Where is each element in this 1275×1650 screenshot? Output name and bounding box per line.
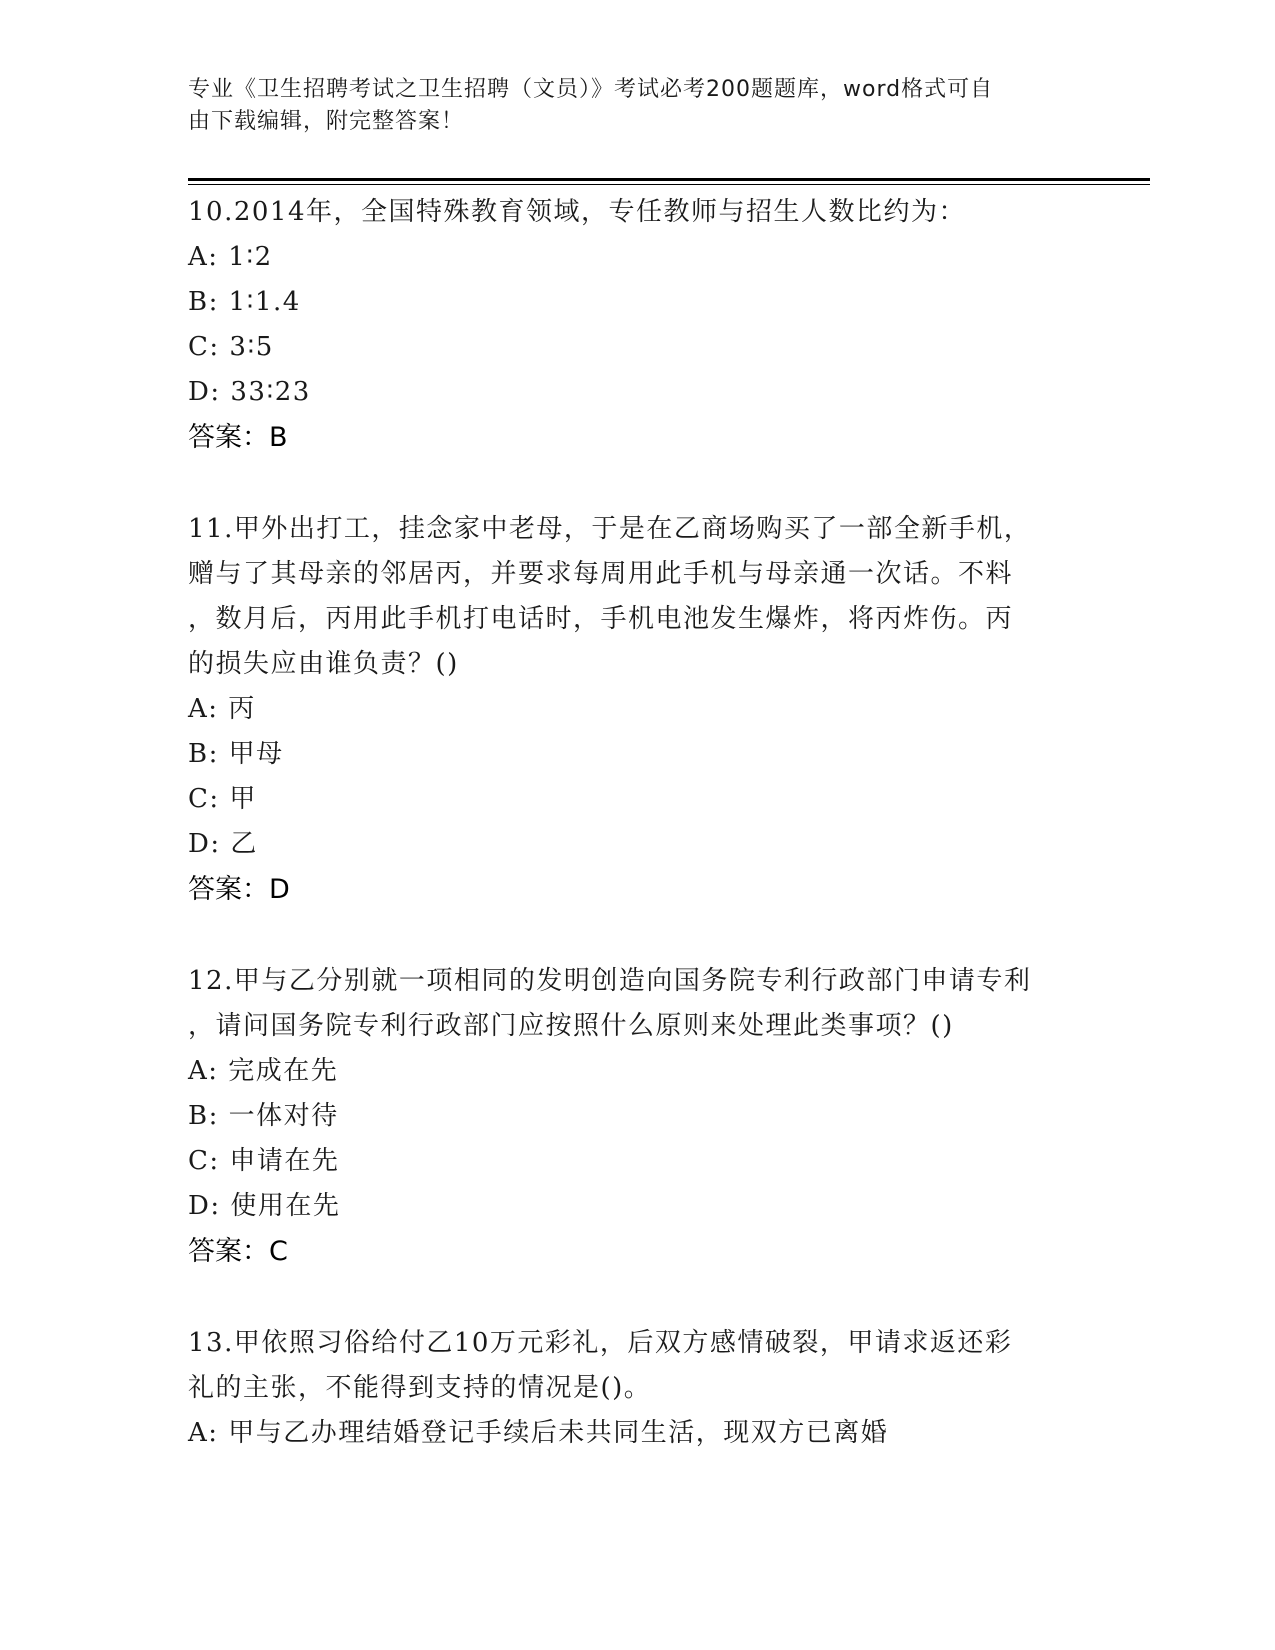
- document-header: [188, 74, 1068, 138]
- option-d: D: 乙: [188, 829, 258, 859]
- option-b: B: 一体对待: [188, 1101, 339, 1131]
- option-b: B: 甲母: [188, 739, 284, 769]
- header-divider-thick: [188, 178, 1150, 181]
- option-c: C: 3∶5: [188, 332, 274, 362]
- question-spacer: [188, 912, 1088, 959]
- header-line-1: 专业《卫生招聘考试之卫生招聘（文员）》考试必考200题题库，word格式可自: [188, 77, 994, 102]
- answer-line: 答案：B: [188, 422, 288, 453]
- question-13: [188, 1321, 1088, 1456]
- question-spacer: [188, 460, 1088, 507]
- question-text-line: 10.2014年，全国特殊教育领域，专任教师与招生人数比约为：: [188, 197, 967, 227]
- question-text-line: 13.甲依照习俗给付乙10万元彩礼，后双方感情破裂，甲请求返还彩: [188, 1328, 1013, 1358]
- question-text-line: 赠与了其母亲的邻居丙，并要求每周用此手机与母亲通一次话。不料: [188, 559, 1014, 589]
- option-a: A: 1∶2: [188, 242, 273, 272]
- question-text-line: 礼的主张，不能得到支持的情况是()。: [188, 1373, 652, 1403]
- question-text-line: 11.甲外出打工，挂念家中老母，于是在乙商场购买了一部全新手机，: [188, 514, 1032, 544]
- answer-line: 答案：C: [188, 1236, 288, 1267]
- option-d: D: 使用在先: [188, 1191, 341, 1221]
- question-list: [188, 190, 1088, 1456]
- question-text-line: ，请问国务院专利行政部门应按照什么原则来处理此类事项？(): [188, 1011, 954, 1041]
- answer-line: 答案：D: [188, 874, 290, 905]
- option-d: D: 33∶23: [188, 377, 311, 407]
- question-spacer: [188, 1274, 1088, 1321]
- question-text-line: 的损失应由谁负责？(): [188, 649, 459, 679]
- option-c: C: 申请在先: [188, 1146, 340, 1176]
- header-divider-thin: [188, 184, 1150, 185]
- option-a: A: 甲与乙办理结婚登记手续后未共同生活，现双方已离婚: [188, 1418, 889, 1448]
- question-12: [188, 959, 1088, 1274]
- question-11: [188, 507, 1088, 912]
- option-a: A: 完成在先: [188, 1056, 339, 1086]
- question-text-line: 12.甲与乙分别就一项相同的发明创造向国务院专利行政部门申请专利: [188, 966, 1032, 996]
- option-b: B: 1∶1.4: [188, 287, 301, 317]
- question-text-line: ，数月后，丙用此手机打电话时，手机电池发生爆炸，将丙炸伤。丙: [188, 604, 1014, 634]
- question-10: [188, 190, 1088, 460]
- option-a: A: 丙: [188, 694, 256, 724]
- option-c: C: 甲: [188, 784, 257, 814]
- header-line-2: 由下载编辑，附完整答案！: [188, 109, 465, 134]
